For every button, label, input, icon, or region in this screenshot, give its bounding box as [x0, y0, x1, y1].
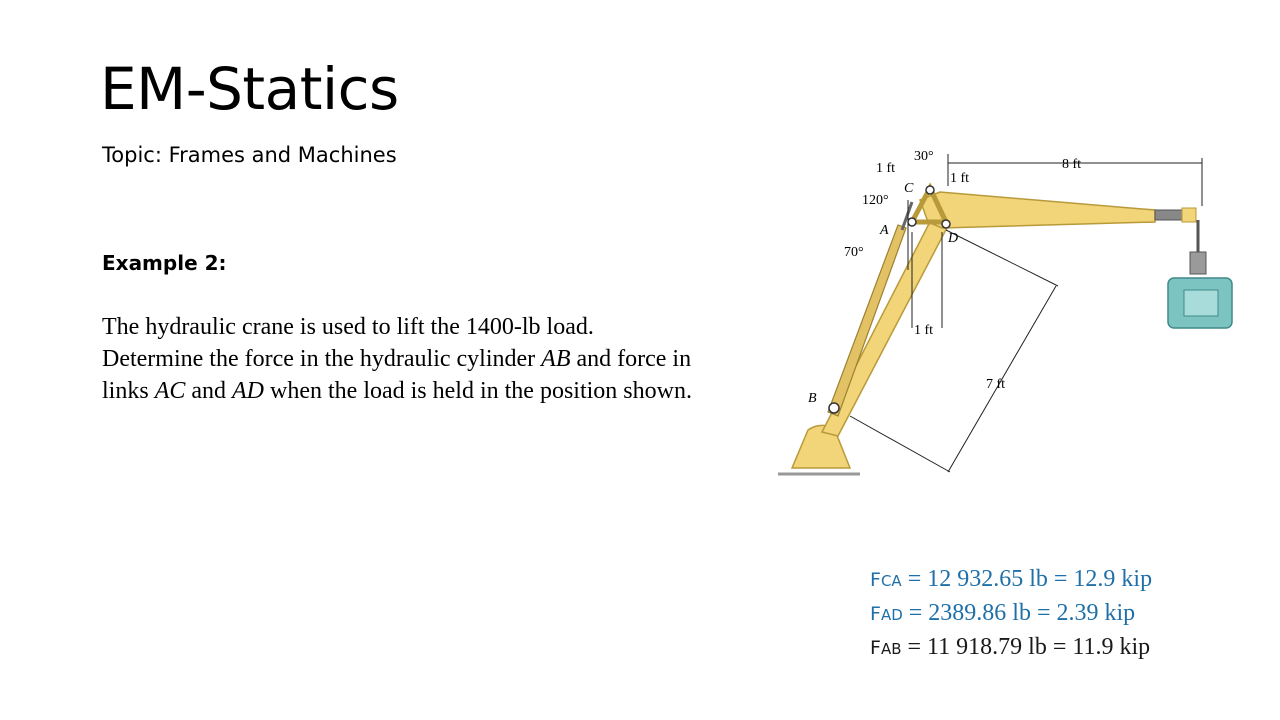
- label-7ft: 7 ft: [986, 377, 1006, 392]
- problem-term-ad: AD: [232, 378, 265, 404]
- label-point-d: D: [948, 231, 959, 246]
- dim-ext-7ft-a: [850, 416, 950, 472]
- problem-text-3: and: [185, 378, 233, 404]
- result-fab-subscript: AB: [880, 640, 902, 658]
- crane-base: [792, 425, 850, 468]
- label-1ft-a: 1 ft: [876, 161, 896, 176]
- slide-topic: Topic: Frames and Machines: [102, 143, 397, 167]
- label-angle-30: 30°: [914, 149, 934, 164]
- upper-boom: [920, 192, 1155, 228]
- pin-b: [829, 403, 839, 413]
- problem-text-4: when the load is held in the position shown.: [264, 378, 692, 404]
- pin-c: [926, 186, 934, 194]
- label-angle-120: 120°: [862, 193, 889, 208]
- result-fad: [870, 597, 1152, 631]
- label-8ft: 8 ft: [1062, 157, 1082, 172]
- result-fad-symbol: F: [870, 603, 881, 625]
- problem-text-2: and force in links: [102, 346, 692, 404]
- pin-a: [908, 218, 916, 226]
- problem-term-ab: AB: [541, 346, 571, 372]
- result-fab-symbol: F: [870, 637, 881, 659]
- results-block: [870, 563, 1152, 665]
- hook-block: [1182, 208, 1196, 222]
- label-point-c: C: [904, 181, 914, 196]
- crane-figure: [770, 140, 1240, 480]
- label-angle-70: 70°: [844, 245, 864, 260]
- result-fad-subscript: AD: [880, 606, 903, 624]
- problem-text-1: The hydraulic crane is used to lift the 1400-lb load. Determine the force in the hydraulic cylinder: [102, 314, 594, 372]
- load-plate: [1184, 290, 1218, 316]
- result-fca-symbol: F: [870, 569, 881, 591]
- pin-d: [942, 220, 950, 228]
- result-fab: [870, 631, 1152, 665]
- load-hook: [1190, 252, 1206, 274]
- boom-tip: [1155, 210, 1185, 220]
- result-fca-subscript: CA: [880, 572, 902, 590]
- label-point-b: B: [808, 391, 817, 406]
- result-fca: [870, 563, 1152, 597]
- dim-ext-7ft-b: [946, 230, 1058, 286]
- label-1ft-b: 1 ft: [950, 171, 970, 186]
- problem-term-ac: AC: [154, 378, 186, 404]
- problem-statement: [102, 311, 692, 407]
- example-heading: Example 2:: [102, 251, 227, 275]
- result-fca-value: = 12 932.65 lb = 12.9 kip: [901, 566, 1153, 592]
- label-1ft-c: 1 ft: [914, 323, 934, 338]
- result-fab-value: = 11 918.79 lb = 11.9 kip: [901, 634, 1151, 660]
- label-point-a: A: [880, 223, 889, 238]
- result-fad-value: = 2389.86 lb = 2.39 kip: [902, 600, 1136, 626]
- slide-title: EM-Statics: [100, 55, 399, 123]
